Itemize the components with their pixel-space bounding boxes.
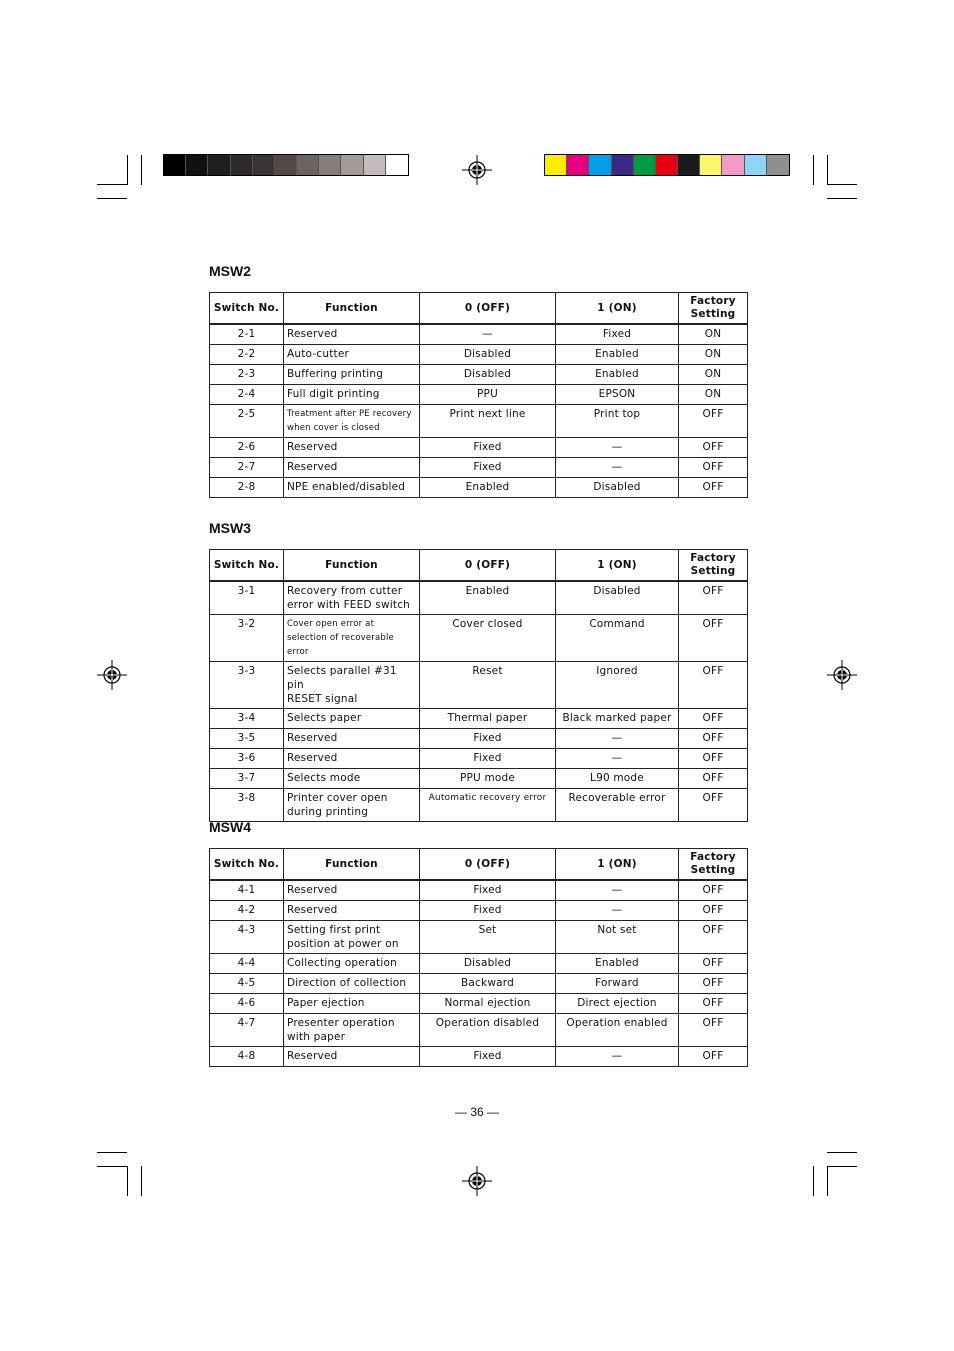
cell-factory-setting: ON [679,345,748,365]
cell-on-value: Disabled [556,478,679,498]
crop-mark-tl-v [127,155,128,185]
table-row [210,769,748,789]
crop-mark-bl-h2 [97,1166,127,1167]
crop-mark-br-h [827,1152,857,1153]
cell-on-value: — [556,458,679,478]
function-line-2: error with FEED switch [287,599,411,611]
cell-function: Auto-cutter [284,345,420,365]
table-row [210,1047,748,1067]
cell-on-value: — [556,1047,679,1067]
cell-function: Collecting operation [284,954,420,974]
crop-mark-tr-h2 [827,198,857,199]
cell-off-value: Set [420,921,556,954]
cell-factory-setting: ON [679,324,748,345]
crop-mark-bl-v2 [141,1166,142,1196]
cell-factory-setting: OFF [679,615,748,662]
table-row [210,478,748,498]
table-row [210,345,748,365]
cell-on-value: Not set [556,921,679,954]
color-swatch [589,155,611,175]
table-row [210,901,748,921]
table-row [210,880,748,901]
cell-on-value: Disabled [556,581,679,615]
section-title-msw3: MSW3 [209,520,251,536]
cell-off-value: Fixed [420,458,556,478]
crop-mark-tl-h [97,184,127,185]
cell-switch-no: 4-7 [210,1014,284,1047]
cell-on-value: Command [556,615,679,662]
color-swatch [297,155,319,175]
cell-function: Full digit printing [284,385,420,405]
cell-switch-no: 4-1 [210,880,284,901]
header-on: 1 (ON) [556,849,679,881]
cell-switch-no: 4-4 [210,954,284,974]
cell-function: Paper ejection [284,994,420,1014]
crop-mark-bl-v [127,1166,128,1196]
table-row [210,365,748,385]
grayscale-color-bar [163,154,409,176]
cell-function [284,1014,420,1047]
table-row [210,324,748,345]
cell-on-value: Enabled [556,345,679,365]
cell-function: Reserved [284,438,420,458]
cell-off-value: Enabled [420,478,556,498]
table-row [210,789,748,822]
crop-mark-tr-h [827,184,857,185]
function-line-2: position at power on [287,938,399,950]
cell-switch-no: 4-2 [210,901,284,921]
process-color-bar [544,154,790,176]
header-on: 1 (ON) [556,293,679,325]
function-line-2: selection of recoverable error [287,633,394,657]
cell-factory-setting: OFF [679,769,748,789]
cell-switch-no: 2-4 [210,385,284,405]
registration-mark-icon [462,1166,492,1196]
function-line-1: Printer cover open [287,792,388,804]
color-swatch [386,155,408,175]
cell-switch-no: 3-5 [210,729,284,749]
cell-off-value: Disabled [420,345,556,365]
table-row [210,729,748,749]
cell-on-value: — [556,438,679,458]
cell-factory-setting: OFF [679,581,748,615]
cell-on-value: Recoverable error [556,789,679,822]
cell-on-value: Direct ejection [556,994,679,1014]
msw4-table [209,848,748,1067]
cell-switch-no: 3-2 [210,615,284,662]
cell-factory-setting: OFF [679,749,748,769]
cell-off-value: Reset [420,662,556,709]
cell-factory-setting: OFF [679,789,748,822]
cell-switch-no: 3-6 [210,749,284,769]
cell-factory-setting: OFF [679,994,748,1014]
cell-switch-no: 4-8 [210,1047,284,1067]
cell-factory-setting: OFF [679,709,748,729]
header-on: 1 (ON) [556,550,679,582]
registration-mark-icon [462,155,492,185]
cell-factory-setting: OFF [679,901,748,921]
cell-function [284,405,420,438]
color-swatch [678,155,700,175]
cell-switch-no: 3-3 [210,662,284,709]
cell-factory-setting: OFF [679,662,748,709]
cell-factory-setting: ON [679,365,748,385]
registration-mark-icon [827,660,857,690]
cell-on-value: Print top [556,405,679,438]
crop-mark-bl-h [97,1152,127,1153]
page-number: — 36 — [454,1105,499,1119]
cell-switch-no: 3-4 [210,709,284,729]
color-swatch [253,155,275,175]
crop-mark-br-h2 [827,1166,857,1167]
table-row [210,994,748,1014]
table-row [210,749,748,769]
cell-function [284,615,420,662]
cell-off-value: Fixed [420,729,556,749]
cell-factory-setting: OFF [679,438,748,458]
cell-off-value: Fixed [420,749,556,769]
section-title-msw4: MSW4 [209,819,251,835]
section-title-msw2: MSW2 [209,263,251,279]
cell-off-value: Operation disabled [420,1014,556,1047]
cell-off-value: Fixed [420,438,556,458]
cell-switch-no: 2-3 [210,365,284,385]
cell-off-value: Cover closed [420,615,556,662]
cell-off-value: Fixed [420,901,556,921]
color-swatch [275,155,297,175]
color-swatch [700,155,722,175]
color-swatch [567,155,589,175]
function-line-2: RESET signal [287,693,358,705]
cell-switch-no: 3-7 [210,769,284,789]
crop-mark-tl-v2 [141,155,142,185]
color-swatch [231,155,253,175]
cell-function [284,581,420,615]
cell-switch-no: 4-5 [210,974,284,994]
cell-function: Reserved [284,749,420,769]
table-row [210,385,748,405]
cell-switch-no: 2-5 [210,405,284,438]
cell-on-value: Forward [556,974,679,994]
header-function: Function [284,550,420,582]
crop-mark-br-v [827,1166,828,1196]
cell-factory-setting: OFF [679,729,748,749]
cell-factory-setting: OFF [679,974,748,994]
color-swatch [364,155,386,175]
table-row [210,1014,748,1047]
cell-on-value: — [556,880,679,901]
header-off: 0 (OFF) [420,293,556,325]
function-line-1: Presenter operation [287,1017,395,1029]
cell-on-value: Fixed [556,324,679,345]
table-row [210,615,748,662]
header-factory-setting: Factory Setting [679,550,748,582]
cell-off-value: Fixed [420,880,556,901]
function-line-2: during printing [287,806,369,818]
cell-off-value: Fixed [420,1047,556,1067]
cell-function: NPE enabled/disabled [284,478,420,498]
color-swatch [341,155,363,175]
color-swatch [208,155,230,175]
crop-mark-br-v2 [813,1166,814,1196]
cell-off-value: Enabled [420,581,556,615]
cell-on-value: Operation enabled [556,1014,679,1047]
cell-function: Reserved [284,324,420,345]
cell-off-value: Print next line [420,405,556,438]
function-line-1: Selects parallel #31 pin [287,665,397,691]
color-swatch [722,155,744,175]
color-swatch [745,155,767,175]
table-row [210,974,748,994]
cell-on-value: — [556,729,679,749]
header-factory-setting: Factory Setting [679,293,748,325]
function-line-1: Cover open error at [287,619,375,629]
cell-factory-setting: OFF [679,880,748,901]
color-swatch [164,155,186,175]
cell-off-value: PPU mode [420,769,556,789]
cell-factory-setting: OFF [679,405,748,438]
table-row [210,709,748,729]
cell-switch-no: 2-7 [210,458,284,478]
color-swatch [767,155,789,175]
cell-off-value: Backward [420,974,556,994]
cell-off-value: Automatic recovery error [420,789,556,822]
cell-on-value: EPSON [556,385,679,405]
cell-switch-no: 4-3 [210,921,284,954]
cell-off-value: Disabled [420,365,556,385]
msw3-table [209,549,748,822]
header-function: Function [284,293,420,325]
cell-off-value: Disabled [420,954,556,974]
cell-switch-no: 2-8 [210,478,284,498]
cell-function [284,921,420,954]
cell-factory-setting: OFF [679,921,748,954]
table-row [210,581,748,615]
cell-switch-no: 2-2 [210,345,284,365]
header-factory-setting: Factory Setting [679,849,748,881]
cell-switch-no: 2-1 [210,324,284,345]
cell-on-value: Enabled [556,365,679,385]
header-function: Function [284,849,420,881]
function-line-1: Treatment after PE recovery [287,409,412,419]
cell-function: Reserved [284,901,420,921]
color-swatch [545,155,567,175]
cell-factory-setting: OFF [679,1014,748,1047]
cell-function: Reserved [284,1047,420,1067]
crop-mark-tr-v2 [813,155,814,185]
color-swatch [186,155,208,175]
cell-function: Selects paper [284,709,420,729]
cell-function: Direction of collection [284,974,420,994]
cell-factory-setting: OFF [679,954,748,974]
function-line-2: when cover is closed [287,423,380,433]
cell-off-value: PPU [420,385,556,405]
header-switch-no: Switch No. [210,293,284,325]
table-row [210,954,748,974]
cell-factory-setting: ON [679,385,748,405]
color-swatch [656,155,678,175]
registration-mark-icon [97,660,127,690]
cell-switch-no: 4-6 [210,994,284,1014]
table-row [210,405,748,438]
crop-mark-tl-h2 [97,198,127,199]
cell-on-value: Black marked paper [556,709,679,729]
cell-switch-no: 3-1 [210,581,284,615]
msw2-table [209,292,748,498]
cell-off-value: — [420,324,556,345]
color-swatch [612,155,634,175]
crop-mark-tr-v [827,155,828,185]
cell-on-value: — [556,749,679,769]
table-row [210,458,748,478]
color-swatch [319,155,341,175]
cell-on-value: L90 mode [556,769,679,789]
header-off: 0 (OFF) [420,849,556,881]
cell-switch-no: 2-6 [210,438,284,458]
cell-factory-setting: OFF [679,1047,748,1067]
table-row [210,438,748,458]
table-row [210,662,748,709]
cell-function: Reserved [284,880,420,901]
cell-on-value: Enabled [556,954,679,974]
cell-factory-setting: OFF [679,478,748,498]
cell-function: Reserved [284,458,420,478]
function-line-1: Setting first print [287,924,381,936]
cell-function: Selects mode [284,769,420,789]
cell-function [284,789,420,822]
cell-function: Reserved [284,729,420,749]
cell-on-value: — [556,901,679,921]
cell-factory-setting: OFF [679,458,748,478]
header-switch-no: Switch No. [210,550,284,582]
cell-switch-no: 3-8 [210,789,284,822]
function-line-1: Recovery from cutter [287,585,403,597]
cell-function: Buffering printing [284,365,420,385]
cell-off-value: Normal ejection [420,994,556,1014]
cell-function [284,662,420,709]
function-line-2: with paper [287,1031,346,1043]
header-off: 0 (OFF) [420,550,556,582]
header-switch-no: Switch No. [210,849,284,881]
cell-on-value: Ignored [556,662,679,709]
table-row [210,921,748,954]
color-swatch [634,155,656,175]
cell-off-value: Thermal paper [420,709,556,729]
